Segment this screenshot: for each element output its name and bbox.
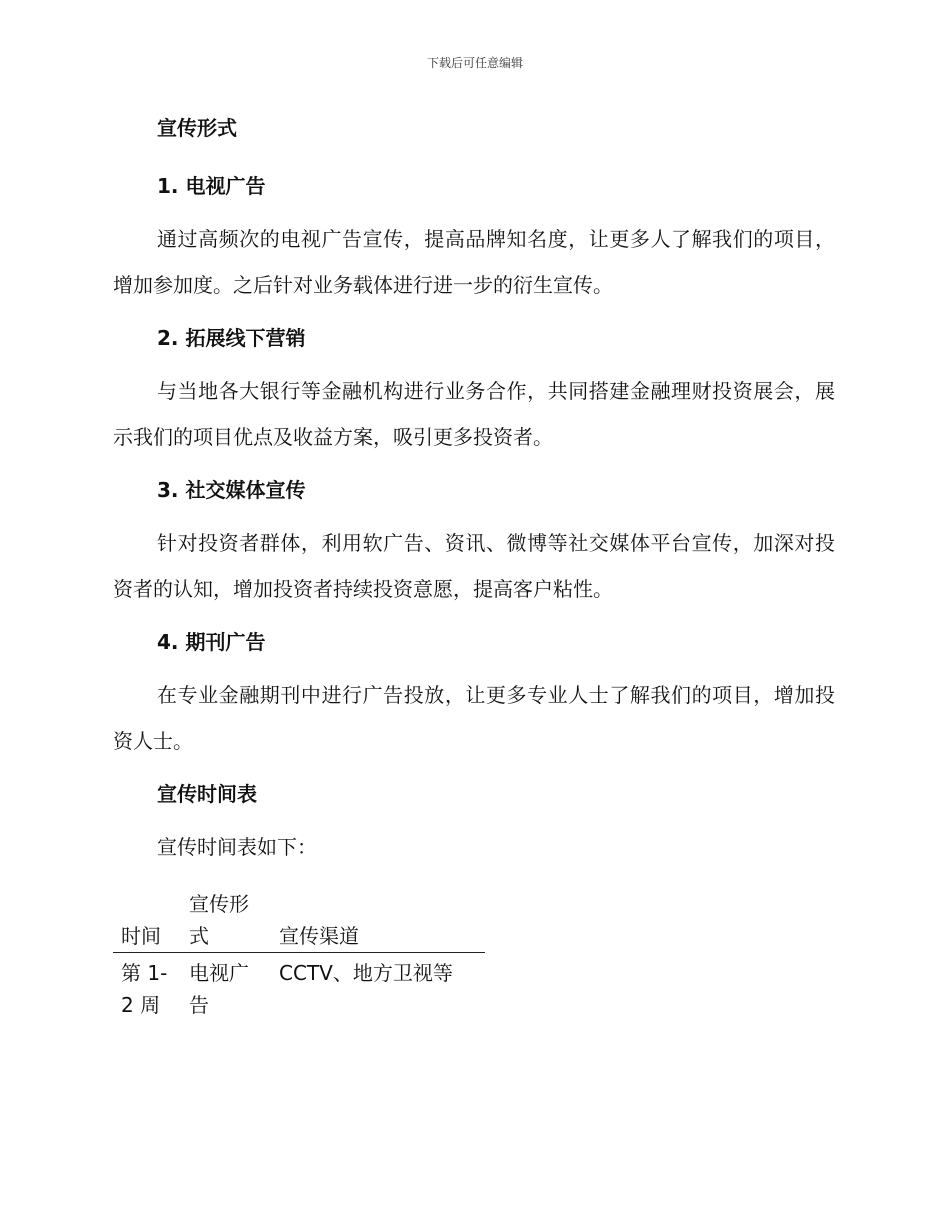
cell-time: 第 1-2 周 (121, 961, 168, 1017)
item-body-offline-marketing: 与当地各大银行等金融机构进行业务合作，共同搭建金融理财投资展会，展示我们的项目优点及收益方案，吸引更多投资者。 (113, 379, 835, 449)
table-header-row (113, 888, 485, 953)
document-body (113, 110, 835, 1021)
page-header: 下载后可任意编辑 (426, 56, 523, 70)
table-row (113, 953, 485, 1022)
header-time: 时间 (121, 924, 161, 948)
header-channel: 宣传渠道 (279, 924, 359, 948)
item-body-social-media: 针对投资者群体，利用软广告、资讯、微博等社交媒体平台宣传，加深对投资者的认知，增加投资者持续投资意愿，提高客户粘性。 (113, 531, 835, 601)
item-title-tv-ads: 1. 电视广告 (157, 174, 266, 198)
cell-form: 电视广告 (189, 961, 249, 1017)
cell-channel: CCTV、地方卫视等 (279, 961, 453, 985)
item-title-journal-ads: 4. 期刊广告 (157, 630, 266, 654)
section-title-schedule: 宣传时间表 (157, 782, 257, 806)
item-body-journal-ads: 在专业金融期刊中进行广告投放，让更多专业人士了解我们的项目，增加投资人士。 (113, 683, 835, 753)
item-title-offline-marketing: 2. 拓展线下营销 (157, 326, 306, 350)
schedule-intro: 宣传时间表如下： (157, 835, 317, 859)
header-form: 宣传形式 (189, 892, 249, 948)
schedule-table (113, 888, 485, 1021)
item-title-social-media: 3. 社交媒体宣传 (157, 478, 306, 502)
item-body-tv-ads: 通过高频次的电视广告宣传，提高品牌知名度，让更多人了解我们的项目，增加参加度。之后针对业务载体进行进一步的衍生宣传。 (113, 227, 835, 297)
section-title-promotion-forms: 宣传形式 (157, 116, 237, 140)
